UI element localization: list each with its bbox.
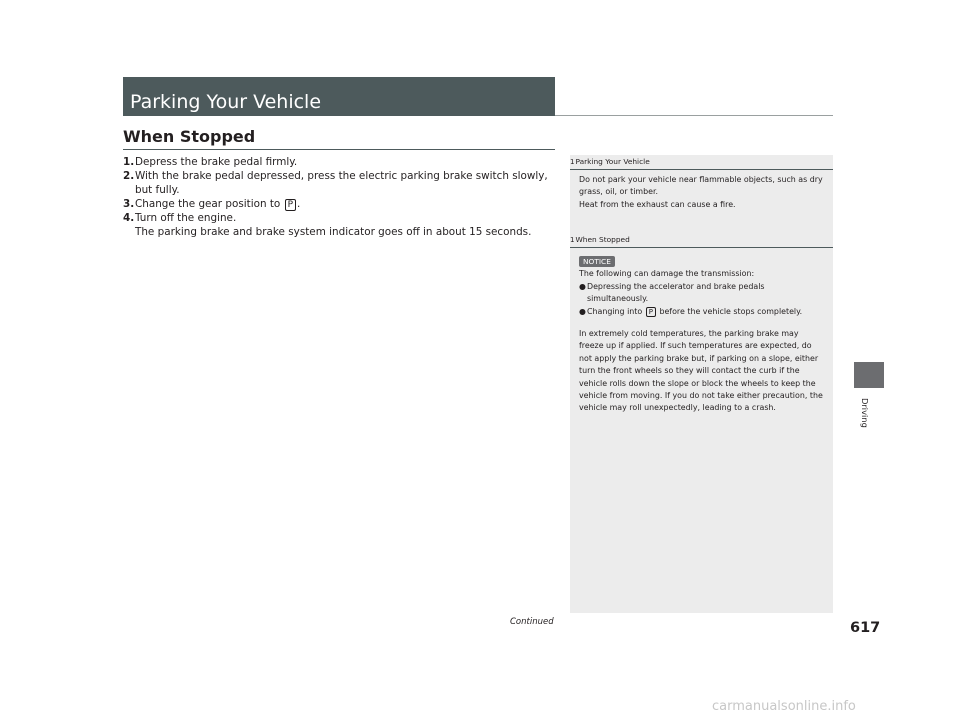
bullet-icon: ● [579,281,586,291]
step-number: 3. [123,198,135,210]
chapter-label: Driving [860,398,870,428]
page-number: 617 [850,620,881,636]
gear-p-key: P [285,199,296,211]
step-1 [123,155,555,169]
note-heading-text: When Stopped [575,235,630,244]
step-list [123,155,555,239]
section-heading: When Stopped [123,127,256,146]
note-text: Do not park your vehicle near flammable objects, such as dry grass, oil, or timber. [579,175,823,197]
step-4 [123,211,555,239]
step-number: 4. [123,212,135,224]
step-text: With the brake pedal depressed, press the electric parking brake switch slowly, but fully. [135,170,548,196]
note-heading-text: Parking Your Vehicle [575,157,650,166]
bullet-text: Changing into [587,306,645,316]
note-bullet [579,281,825,306]
step-text: Change the gear position to [135,198,284,210]
note-text: In extremely cold temperatures, the parking brake may freeze up if applied. If such temperatures are expected, do not apply the parking brake but, if parking on a slope, either turn the front wheels so they will contact the curb if the vehicle rolls down the slope or block the wheels to keep the vehicle from moving. If you do not take either precaution, the vehicle may roll unexpectedly, leading to a crash. [579,329,823,413]
page-title: Parking Your Vehicle [130,91,322,113]
note-heading-parking [570,155,833,170]
step-text-detail: The parking brake and brake system indicator goes off in about 15 seconds. [135,226,532,238]
step-text: Turn off the engine. [135,212,237,224]
page-title-bar [123,77,555,116]
step-text: Depress the brake pedal firmly. [135,156,298,168]
note-body-parking [579,174,825,211]
reference-marker-icon: 1 [570,236,575,244]
note-heading-stopped [570,233,833,248]
paragraph-spacer [579,318,825,328]
notice-badge: NOTICE [579,256,615,267]
section-divider [123,149,555,150]
gear-p-key: P [646,307,656,317]
step-number: 2. [123,170,135,182]
step-text-end: . [297,198,301,210]
step-number: 1. [123,156,135,168]
note-text: Heat from the exhaust can cause a fire. [579,199,736,209]
bullet-icon: ● [579,306,586,316]
note-body-stopped [579,256,825,415]
chapter-thumb-tab [854,362,884,388]
title-divider [555,115,833,116]
bullet-text-end: before the vehicle stops completely. [656,306,803,316]
step-2 [123,169,555,197]
continued-label: Continued [510,617,554,627]
bullet-text: Depressing the accelerator and brake pedals simultaneously. [587,281,765,304]
reference-marker-icon: 1 [570,158,575,166]
watermark: carmanualsonline.info [712,699,856,714]
note-bullet [579,306,825,318]
step-3 [123,197,555,211]
note-text: The following can damage the transmission: [579,269,755,279]
